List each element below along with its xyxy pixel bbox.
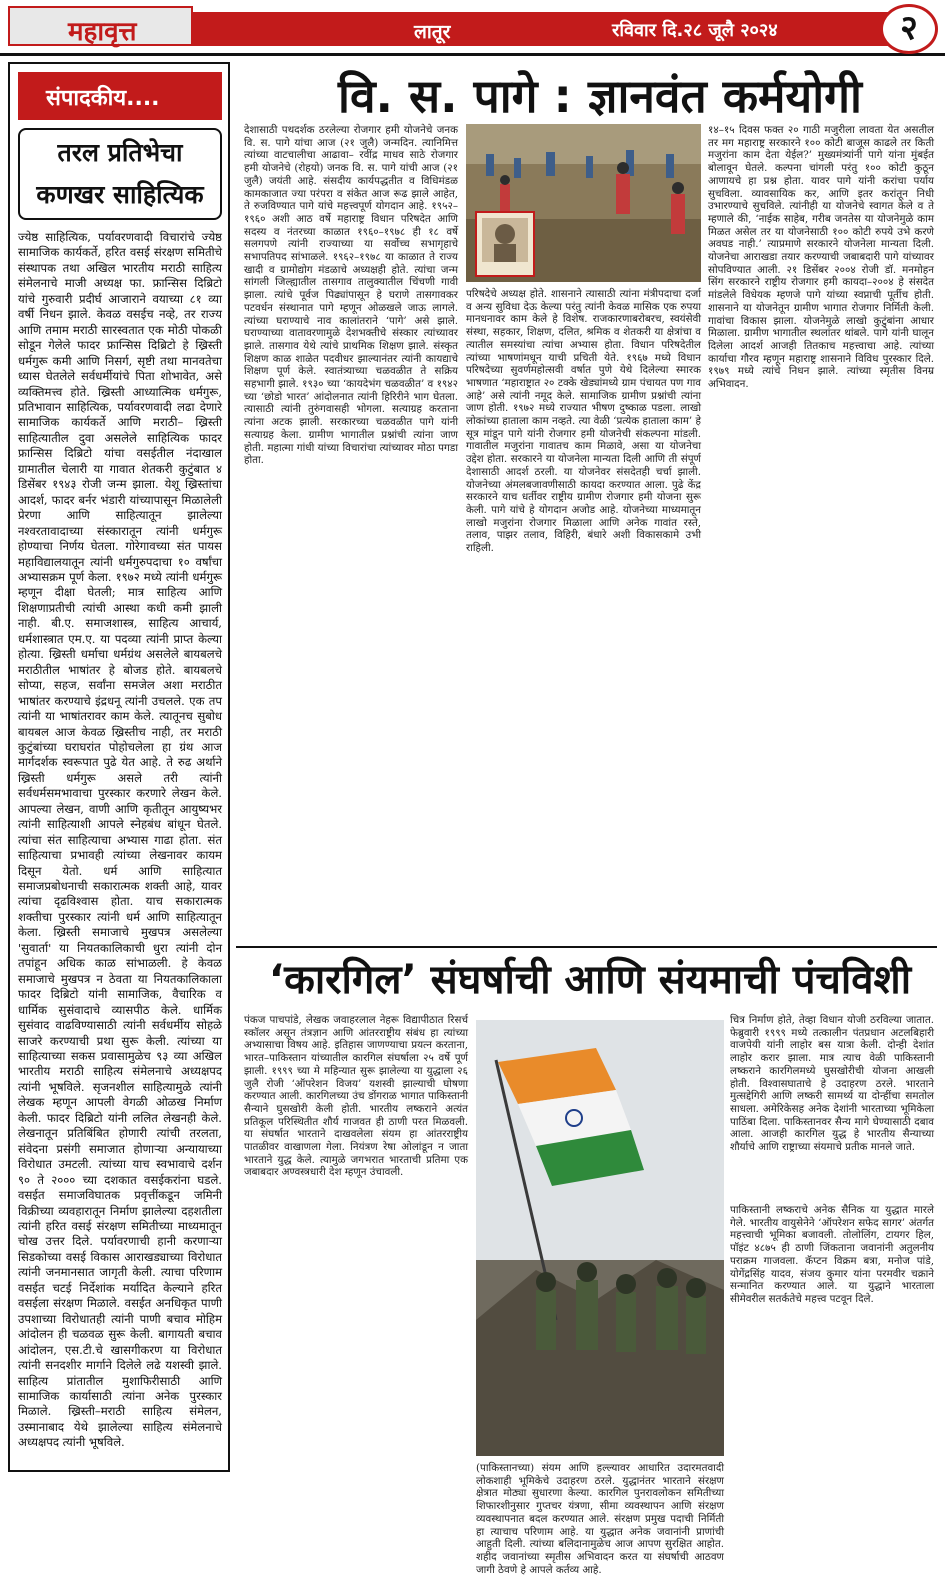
article1-photo bbox=[466, 124, 701, 282]
masthead bbox=[0, 0, 945, 56]
newspaper-logo bbox=[8, 6, 193, 46]
article2-headline: ‘कारगिल’ संघर्षाची आणि संयमाची पंचविशी bbox=[268, 957, 912, 1003]
edition-city: लातूर bbox=[414, 21, 451, 43]
article2-column-2: (पाकिस्तानच्या) संयम आणि हल्ल्यावर आधारित उदारमतवादी लोकशाही भूमिकेचे उदाहरण ठरले. युद्धानंतर भारताने संरक्षण क्षेत्रात मोठ्या सुधारणा केल्या. कारगिल पुनरावलोकन समितीच्या शिफारशीनुसार गुप्तचर यंत्रणा, सीमा व्यवस्थापन आणि संरक्षण व्यवस्थापनात बदल करण्यात आले. संरक्षण प्रमुख पदाची निर्मिती हा त्याचाच परिणाम आहे. या युद्धात अनेक जवानांनी प्राणांची आहुती दिली. त्यांच्या बलिदानामुळेच आज आपण सुरक्षित आहोत. शहीद जवानांच्या स्मृतीस अभिवादन करत या संघर्षाची आठवण जागी ठेवणे हे आपले कर्तव्य आहे. bbox=[476, 1462, 724, 1576]
soldiers-flag-photo-illustration bbox=[476, 1020, 724, 1456]
article-divider bbox=[236, 946, 937, 948]
workers-photo-illustration bbox=[466, 124, 701, 282]
article1-column-3: १४–१५ दिवस फक्त २० गाठी मजुरीला लावता येत असतील तर मग महाराष्ट्र सरकारने १०० कोटी बाजूस काढले तर किती मजुरांना काम देता येईल?’ मुख्यमंत्र्यांनी पागे यांना मुंबईत बोलावून घेतले. कल्पना चांगली परंतु १०० कोटी कुठून आणायचे हा प्रश्न होता. यावर पागे यांनी करांचा पर्याय सुचविला. व्यावसायिक कर, आणि इतर करांतून निधी उभारण्याचे सुचविले. त्यांनीही या योजनेचे स्वागत केले व ते म्हणाले की, ‘नाईक साहेब, गरीब जनतेस या योजनेमुळे काम मिळत असेल तर या योजनेसाठी १०० कोटी रुपये उभे करणे अवघड नाही.’ त्याप्रमाणे सरकारने योजनेला मान्यता दिली. योजनेचा आराखडा तयार करण्याची जबाबदारी पागे यांच्यावर सोपविण्यात आली. २१ डिसेंबर २००४ रोजी डॉ. मनमोहन सिंग सरकारने राष्ट्रीय रोजगार हमी कायदा–२००४ हे संसदेत मांडलेले विधेयक म्हणजे पागे यांच्या स्वप्नाची पूर्तीच होती. शासनाने या योजनेतून ग्रामीण भागात रोजगार निर्मिती केली. गावांचा विकास झाला. योजनेमुळे लाखो कुटुंबांना आधार मिळाला. ग्रामीण भागातील स्थलांतर थांबले. पागे यांनी घालून दिलेला आदर्श आजही तितकाच महत्त्वाचा आहे. त्यांच्या कार्याचा गौरव म्हणून महाराष्ट्र शासनाने विविध पुरस्कार दिले. १९७९ मध्ये त्यांचे निधन झाले. त्यांच्या स्मृतीस विनम्र अभिवादन. bbox=[708, 124, 934, 391]
editorial-title bbox=[18, 128, 222, 220]
article1-column-1: देशासाठी पथदर्शक ठरलेल्या रोजगार हमी योजनेचे जनक वि. स. पागे यांचा आज (२१ जुलै) जन्मदिन. त्यानिमित्त त्यांच्या वाटचालीचा आढावा– रवींद्र माधव साठे रोजगार हमी योजनेचे (रोहयो) जनक वि. स. पागे यांची आज (२१ जुलै) जयंती आहे. संसदीय कार्यपद्धतीत व विधिमंडळ कामकाजात ज्या परंपरा व संकेत आज रूढ झाले आहेत, ते रुजविण्यात पागे यांचे महत्त्वपूर्ण योगदान आहे. १९५२–१९६० अशी आठ वर्षे महाराष्ट्र विधान परिषदेत आणि सदस्य व नंतरच्या काळात १९६०–१९७८ ही १८ वर्षे सलगपणे त्यांनी राज्याच्या या सर्वोच्च सभागृहाचे सभापतिपद सांभाळले. १९६२–१९७८ या काळात ते राज्य खादी व ग्रामोद्योग मंडळाचे अध्यक्षही होते. त्यांचा जन्म सांगली जिल्ह्यातील तासगाव तालुक्यातील चिंचणी गावी झाला. त्यांचे पूर्वज पिढ्यांपासून हे घराणे तासगावकर पटवर्धन संस्थानात पागे म्हणून ओळखले जाऊ लागले. त्यांच्या घराण्याचे नाव कालांतराने ‘पागे’ असे झाले. घराण्याच्या वातावरणामुळे देशभक्तीचे संस्कार त्यांच्यावर झाले. तासगाव येथे त्यांचे प्राथमिक शिक्षण झाले. संस्कृत शिक्षण काळ शाळेत पदवीधर झाल्यानंतर त्यांनी कायद्याचे शिक्षण पूर्ण केले. स्वातंत्र्याच्या चळवळीत ते सक्रिय सहभागी झाले. १९३० च्या ‘कायदेभंग चळवळीत’ व १९४२ च्या ‘छोडो भारत’ आंदोलनात त्यांनी हिरिरीने भाग घेतला. त्यासाठी त्यांनी तुरुंगवासही भोगला. सत्याग्रह करताना त्यांना अटक झाली. सरकारच्या चळवळीत पागे यांनी सत्याग्रह केला. ग्रामीण भागातील प्रश्नांची त्यांना जाण होती. महात्मा गांधी यांच्या विचारांचा त्यांच्यावर मोठा पगडा होता. bbox=[244, 124, 458, 467]
edition-date: रविवार दि.२८ जूलै २०२४ bbox=[612, 20, 778, 41]
article2-column-1: पंकज पाचपांडे, लेखक जवाहरलाल नेहरू विद्यापीठात रिसर्च स्कॉलर असून तंत्रज्ञान आणि आंतरराष्ट्रीय संबंध हा त्यांच्या अभ्यासाचा विषय आहे. इतिहास जाणण्याचा प्रयत्न करताना, भारत–पाकिस्तान यांच्यातील कारगिल संघर्षाला २५ वर्षे पूर्ण झाली. १९९९ च्या मे महिन्यात सुरू झालेल्या या युद्धाला २६ जुलै रोजी ‘ऑपरेशन विजय’ यशस्वी झाल्याची घोषणा करण्यात आली. कारगिलच्या उंच डोंगराळ भागात पाकिस्तानी सैन्याने घुसखोरी केली होती. भारतीय लष्कराने अत्यंत प्रतिकूल परिस्थितीत शौर्य गाजवत ही ठाणी परत मिळवली. या संघर्षात भारताने दाखवलेला संयम हा आंतरराष्ट्रीय पातळीवर वाखाणला गेला. नियंत्रण रेषा ओलांडून न जाता भारताने युद्ध केले. त्यामुळे जगभरात भारताची प्रतिमा एक जबाबदार अण्वस्त्रधारी देश म्हणून उंचावली. bbox=[244, 1014, 468, 1179]
newspaper-name: महावृत्त bbox=[68, 17, 137, 47]
article2-photo bbox=[476, 1020, 724, 1456]
article1-headline: वि. स. पागे : ज्ञानवंत कर्मयोगी bbox=[338, 69, 862, 123]
article1-column-2: परिषदेचे अध्यक्ष होते. शासनाने त्यासाठी त्यांना मंत्रीपदाचा दर्जा व अन्य सुविधा देऊ केल्या परंतु त्यांनी केवळ मासिक एक रुपया मानधनावर काम केले हे विशेष. राजकारणाबरोबरच, स्वयंसेवी संस्था, सहकार, शिक्षण, दलित, श्रमिक व शेतकरी या क्षेत्रांचा व त्यातील समस्यांचा त्यांचा अभ्यास होता. विधान परिषदेतील त्यांच्या भाषणांमधून याची प्रचिती येते. १९६७ मध्ये विधान परिषदेच्या सुवर्णमहोत्सवी वर्षात पुणे येथे दिलेल्या स्मारक भाषणात ‘महाराष्ट्रात २० टक्के खेड्यांमध्ये ग्राम पंचायत पण गाव आहे’ असे त्यांनी नमूद केले. सामाजिक ग्रामीण प्रश्नांची त्यांना जाण होती. १९७२ मध्ये राज्यात भीषण दुष्काळ पडला. लाखो लोकांच्या हाताला काम नव्हते. त्या वेळी ‘प्रत्येक हाताला काम’ हे सूत्र मांडून पागे यांनी रोजगार हमी योजनेची संकल्पना मांडली. गावातील मजुरांना गावातच काम मिळावे, असा या योजनेचा उद्देश होता. सरकारने या योजनेला मान्यता दिली आणि ती संपूर्ण देशासाठी आदर्श ठरली. या योजनेवर संसदेतही चर्चा झाली. योजनेच्या अंमलबजावणीसाठी कायदा करण्यात आला. पुढे केंद्र सरकारने याच धर्तीवर राष्ट्रीय ग्रामीण रोजगार हमी योजना सुरू केली. पागे यांचे हे योगदान अजोड आहे. योजनेच्या माध्यमातून लाखो मजुरांना रोजगार मिळाला आणि अनेक गावांत रस्ते, तलाव, पाझर तलाव, विहिरी, बंधारे अशी विकासकामे उभी राहिली. bbox=[466, 288, 701, 555]
article2-column-3: चित्र निर्माण होते, तेव्हा विधान योजी ठरविल्या जातात. फेब्रुवारी १९९९ मध्ये तत्कालीन पंतप्रधान अटलबिहारी वाजपेयी यांनी लाहोर बस यात्रा केली. दोन्ही देशांत लाहोर करार झाला. मात्र त्याच वेळी पाकिस्तानी लष्कराने कारगिलमध्ये घुसखोरीची योजना आखली होती. विश्वासघाताचे हे उदाहरण ठरले. भारताने मुत्सद्देगिरी आणि लष्करी सामर्थ्य या दोन्हींचा समतोल साधला. अमेरिकेसह अनेक देशांनी भारताच्या भूमिकेला पाठिंबा दिला. पाकिस्तानवर सैन्य मागे घेण्यासाठी दबाव आला. आजही कारगिल युद्ध हे भारतीय सैन्याच्या शौर्याचे आणि राष्ट्राच्या संयमाचे प्रतीक मानले जाते. bbox=[730, 1014, 934, 1154]
page-number: २ bbox=[880, 4, 938, 54]
editorial-column bbox=[8, 62, 230, 1472]
article2-column-4: पाकिस्तानी लष्कराचे अनेक सैनिक या युद्धात मारले गेले. भारतीय वायुसेनेने ‘ऑपरेशन सफेद सागर’ अंतर्गत महत्त्वाची भूमिका बजावली. तोलोलिंग, टायगर हिल, पॉइंट ४८७५ ही ठाणी जिंकताना जवानांनी अतुलनीय पराक्रम गाजवला. कॅप्टन विक्रम बत्रा, मनोज पांडे, योगेंद्रसिंह यादव, संजय कुमार यांना परमवीर चक्राने सन्मानित करण्यात आले. या युद्धाने भारताला सीमेवरील सतर्कतेचे महत्त्व पटवून दिले. bbox=[730, 1204, 934, 1305]
editorial-title-line1: तरल प्रतिभेचा bbox=[57, 138, 183, 167]
editorial-body: ज्येष्ठ साहित्यिक, पर्यावरणवादी विचारांचे ज्येष्ठ सामाजिक कार्यकर्ते, हरित वसई संरक्षण समितीचे संस्थापक तथा अखिल भारतीय मराठी साहित्य संमेलनाचे माजी अध्यक्ष फा. फ्रान्सिस दिब्रिटो यांचे गुरुवारी प्रदीर्घ आजाराने वयाच्या ८१ व्या वर्षी निधन झाले. केवळ वसईच नव्हे, तर राज्य आणि तमाम मराठी सारस्वतात एक मोठी पोकळी सोडून गेलेले फादर फ्रान्सिस दिब्रिटो हे ख्रिस्ती धर्मगुरू कमी आणि निसर्ग, सृष्टी तथा मानवतेचा ध्यास घेतलेले सर्वधर्मीयांचे पिता शोभावेत, असे व्यक्तिमत्त्व होते. ख्रिस्ती आध्यात्मिक धर्मगुरू, प्रतिभावान साहित्यिक, पर्यावरणवादी लढा देणारे सामाजिक कार्यकर्ते आणि मराठी– ख्रिस्ती साहित्यातील दुवा असलेले साहित्यिक फादर फ्रान्सिस दिब्रिटो यांचा वसईतील नंदाखाल ग्रामातील चेलारी या गावात शेतकरी कुटुंबात ४ डिसेंबर १९४३ रोजी जन्म झाला. येशू ख्रिस्तांचा आदर्श, फादर बर्नर भंडारी यांच्यापासून मिळालेली प्रेरणा आणि साहित्यातून झालेल्या नश्वरतावादाच्या संस्कारातून त्यांनी धर्मगुरू होण्याचा निर्णय घेतला. गोरेगावच्या संत पायस महाविद्यालयातून त्यांनी धर्मगुरुपदाचा १० वर्षांचा अभ्यासक्रम पूर्ण केला. १९७२ मध्ये त्यांनी धर्मगुरू म्हणून दीक्षा घेतली; मात्र साहित्य आणि शिक्षणाप्रतीची त्यांची आस्था कधी कमी झाली नाही. बी.ए. समाजशास्त्र, साहित्य आचार्य, धर्मशास्त्रात एम.ए. या पदव्या त्यांनी प्राप्त केल्या होत्या. ख्रिस्ती धर्माचा धर्मग्रंथ असलेले बायबलचे मराठीतील भाषांतर हे बोजड होते. बायबलचे सोप्या, सहज, सर्वांना समजेल अशा मराठीत भाषांतर करण्याचे इंद्रधनू त्यांनी उचलले. एक तप त्यांनी या भाषांतरावर काम केले. त्यातूनच सुबोध बायबल आज केवळ ख्रिस्तीच नाही, तर मराठी कुटुंबांच्या घराघरांत पोहोचलेला हा ग्रंथ आज मार्गदर्शक स्वरूपात पुढे येत आहे. ते रुढ अर्थाने ख्रिस्ती धर्मगुरू असले तरी त्यांनी सर्वधर्मसमभावाचा पुरस्कार करणारे लेखन केले. आपल्या लेखन, वाणी आणि कृतीतून आयुष्यभर त्यांनी साहित्याशी आपले स्नेहबंध बांधून घेतले. त्यांचा संत साहित्याचा अभ्यास गाढा होता. संत साहित्याचा प्रभावही त्यांच्या लेखनावर कायम दिसून येतो. धर्म आणि साहित्यात समाजप्रबोधनाची सकारात्मक शक्ती आहे, यावर त्यांचा दृढविश्वास होता. याच सकारात्मक शक्तीचा पुरस्कार त्यांनी धर्म आणि साहित्यातून केला. ख्रिस्ती समाजाचे मुखपत्र असलेल्या 'सुवार्ता' या नियतकालिकाची धुरा त्यांनी दोन तपांहून अधिक काळ सांभाळली. हे केवळ समाजाचे मुखपत्र न ठेवता या नियतकालिकाला फादर दिब्रिटो यांनी सामाजिक, वैचारिक व धार्मिक सुसंवादाचे व्यासपीठ केले. धार्मिक सुसंवाद वाढविण्यासाठी त्यांनी सर्वधर्मीय सोहळे साजरे करण्याची प्रथा सुरू केली. त्यांच्या या साहित्याच्या सकस प्रवासामुळेच ९३ व्या अखिल भारतीय मराठी साहित्य संमेलनाचे अध्यक्षपद त्यांनी भूषविले. सृजनशील साहित्यामुळे त्यांनी लेखक म्हणून आपली वेगळी ओळख निर्माण केली. फादर दिब्रिटो यांनी ललित लेखनही केले. लेखनातून प्रतिबिंबित होणारी त्यांची तरलता, संवेदना प्रसंगी समाजात होणाऱ्या अन्यायाच्या विरोधात उमटली. त्यांच्या याच स्वभावाचे दर्शन ९० ते २००० च्या दशकात वसईकरांना घडले. वसईत समाजविघातक प्रवृत्तींकडून जमिनी विक्रीच्या व्यवहारातून निर्माण झालेल्या दहशतीला त्यांनी हरित वसई संरक्षण समितीच्या माध्यमातून चोख उत्तर दिले. पर्यावरणाची हानी करणाऱ्या सिडकोच्या वसई विकास आराखड्याच्या विरोधात त्यांनी जनमानसात जागृती केली. त्याचा परिणाम वसईत चटई निर्देशांक मर्यादित केल्याने हरित वसईला संरक्षण मिळाले. वसईत अनधिकृत पाणी उपशाच्या विरोधातही त्यांनी पाणी बचाव मोहिम आंदोलन ही चळवळ सुरू केली. बागायती बचाव आंदोलन, एस.टी.चे खासगीकरण या विरोधात त्यांनी सनदशीर मार्गाने दिलेले लढे यशस्वी झाले. साहित्य प्रांतातील मुशाफिरीसाठी आणि सामाजिक कार्यासाठी त्यांना अनेक पुरस्कार मिळाले. ख्रिस्ती–मराठी साहित्य संमेलन, उस्मानाबाद येथे झालेल्या साहित्य संमेलनाचे अध्यक्षपद त्यांनी भूषविले. bbox=[18, 230, 222, 1450]
editorial-section-label: संपादकीय.... bbox=[18, 72, 222, 120]
header-band bbox=[193, 12, 888, 46]
editorial-title-line2: कणखर साहित्यिक bbox=[36, 180, 204, 209]
